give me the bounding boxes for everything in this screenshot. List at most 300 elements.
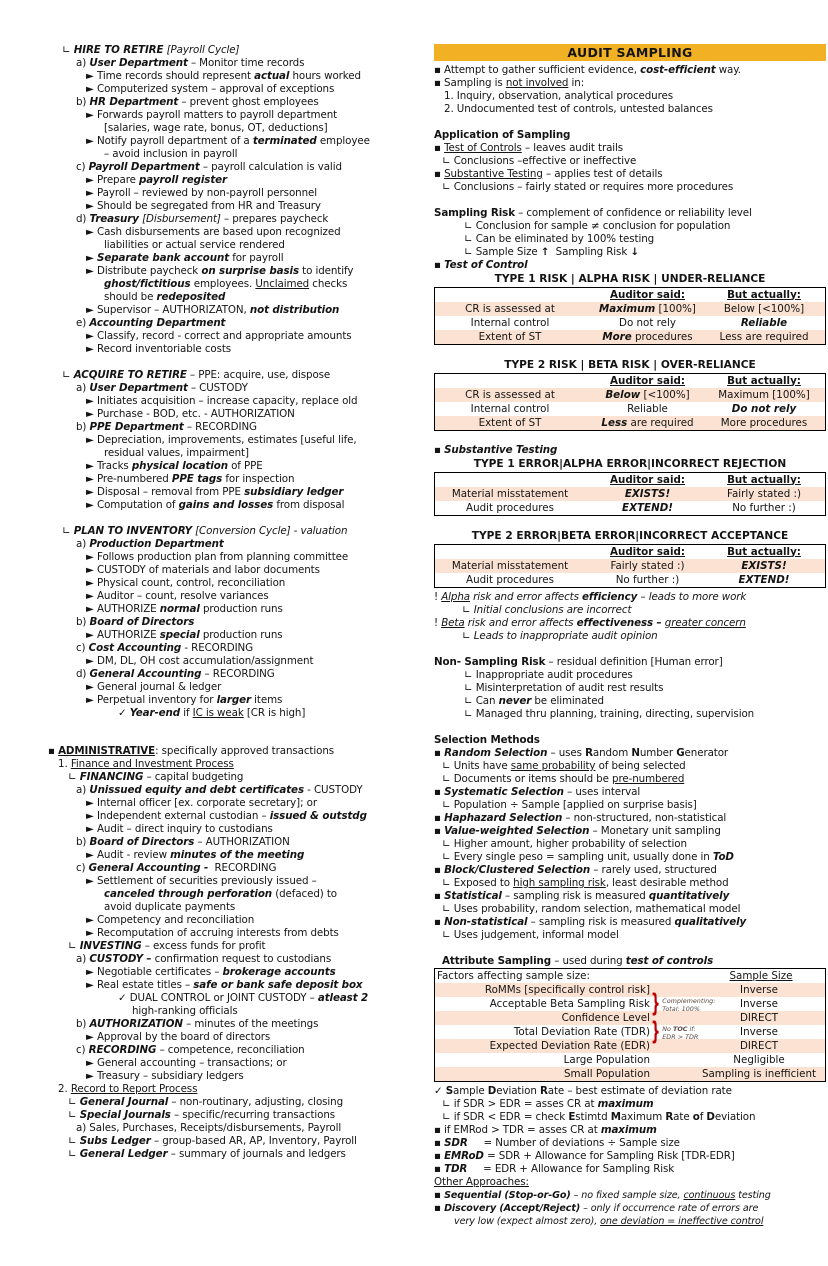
text-segment: not involved [505,77,569,89]
text-segment: Negligible [733,1053,785,1066]
text-segment: Material misstatement [451,559,569,572]
doc-line [434,1176,826,1189]
text-segment: PPE Department [89,421,184,433]
doc-line [434,103,826,116]
table-cell [435,560,585,573]
doc-line [434,747,826,760]
text-segment: ► Audit – direct inquiry to custodians [86,823,273,835]
doc-line [434,708,826,721]
text-segment: a) Sales, Purchases, Receipts/disbursements, Payroll [76,1122,342,1134]
text-segment: ► Negotiable certificates – [86,966,223,978]
text-segment: of PPE [227,460,263,472]
spacer [434,942,826,955]
text-segment: - RECORDING [181,642,253,654]
text-segment: Special Journals [79,1109,171,1121]
text-segment: Treasury [89,213,139,225]
text-segment: – rarely used, structured [590,864,717,876]
doc-line [48,70,422,83]
text-segment: (defaced) to [272,888,337,900]
text-segment: a) [76,57,90,69]
text-segment: RECORDING [208,862,277,874]
doc-line [48,603,422,616]
text-segment: INVESTING [79,940,142,952]
table-cell [435,417,585,430]
text-segment: ∟ [68,1109,80,1121]
table-row [435,983,825,997]
text-segment: ▪ [434,168,445,180]
doc-line [48,642,422,655]
doc-line [48,966,422,979]
doc-line [434,773,826,786]
text-segment: Random Selection [444,747,548,759]
text-segment: payroll register [139,174,228,186]
doc-line [434,591,826,604]
doc-line [48,888,422,901]
text-segment: o [692,1111,700,1123]
text-segment: Small Population [564,1067,650,1080]
table-row [435,559,825,573]
table-cell [585,417,710,430]
text-segment: gains and losses [178,499,274,511]
text-segment: – Monitor time records [187,57,305,69]
text-segment: Sampling is inefficient [701,1067,817,1080]
doc-line [434,129,826,142]
text-segment: – applies test of details [542,168,663,180]
text-segment: Year-end [129,707,181,719]
table-cell [585,560,710,573]
doc-line [434,929,826,942]
doc-line [48,1096,422,1109]
text-segment: b) [76,421,90,433]
text-segment: qualitatively [674,916,747,928]
text-segment: Test of Control [444,259,528,271]
text-segment: ∟ Exposed to [442,877,514,889]
doc-line [48,745,422,758]
doc-line [434,1189,826,1202]
text-segment: Payroll Department [88,161,200,173]
text-segment: 1. [58,758,71,770]
table-cell [435,331,585,344]
text-segment: Fairly stated :) [610,559,685,572]
doc-line [48,668,422,681]
text-segment: Test of Controls [444,142,522,154]
text-segment: Separate bank account [97,252,230,264]
text-segment: Total Deviation Rate (TDR) [513,1025,650,1038]
text-segment: terminated [252,135,317,147]
text-segment: ► Internal officer [ex. corporate secretary]; or [86,797,317,809]
doc-line [434,916,826,929]
text-segment: ToD [712,851,734,863]
text-segment: ∟ if SDR > EDR = asses CR at [442,1098,598,1110]
text-segment: risk and error affects [469,591,583,603]
text-segment: ► Classify, record - correct and appropriate amounts [86,330,352,342]
doc-line [48,57,422,70]
doc-line [48,590,422,603]
text-segment: Non- Sampling Risk [434,656,546,668]
text-segment: Value-weighted Selection [444,825,590,837]
table-cell [710,574,818,587]
text-segment: Inverse [740,983,778,996]
text-segment: employees. [190,278,256,290]
text-segment: eviation [714,1111,756,1123]
text-segment: andom [592,747,632,759]
text-segment: CR is assessed at [465,388,555,401]
doc-line [434,903,826,916]
spacer [48,720,422,745]
doc-line [48,953,422,966]
text-segment: D [706,1111,715,1123]
text-segment: a) [76,382,90,394]
text-segment: ∟ Units have [442,760,511,772]
text-segment: EMRoD [444,1150,484,1162]
text-segment: Sample Size [729,969,793,982]
text-segment: ► AUTHORIZE [86,629,160,641]
text-segment: ✓ [434,1085,446,1097]
text-segment: ∟ [68,1096,80,1108]
text-segment: ∟ [68,1148,80,1160]
text-segment: efficiency [582,591,638,603]
table-cell [710,389,818,402]
text-segment: But actually: [727,288,801,301]
text-segment: production runs [199,629,283,641]
doc-line [434,734,826,747]
text-segment: ▪ [434,259,445,271]
text-segment: ▪ [434,747,445,759]
text-segment: Large Population [563,1053,650,1066]
brace-icon: } [651,1018,661,1047]
text-segment: ▪ Attempt to gather sufficient evidence, [434,64,641,76]
text-segment: high sampling risk [513,877,606,889]
text-segment: actual [254,70,290,82]
text-segment: ∟ Leads to inappropriate audit opinion [462,630,658,642]
table-cell [585,375,710,388]
text-segment: ∟ Misinterpretation of audit rest results [464,682,664,694]
text-segment: a) [76,953,90,965]
text-segment: Inverse [740,997,778,1010]
table-title: TYPE 1 ERROR|ALPHA ERROR|INCORRECT REJECTION [473,458,787,470]
doc-line [48,862,422,875]
text-segment: Do not rely [731,402,797,415]
text-segment: ► Payroll – reviewed by non-payroll personnel [86,187,317,199]
doc-line [48,849,422,862]
doc-line [48,122,422,135]
text-segment: , least desirable method [605,877,729,889]
doc-line [48,629,422,642]
text-segment: for payroll [229,252,284,264]
doc-line [434,1137,826,1150]
text-segment: test of controls [625,955,714,967]
text-segment: – CUSTODY [187,382,248,394]
value-cell [700,1012,818,1025]
text-segment: Total: 100% [662,1004,700,1013]
text-segment: way. [715,64,741,76]
factor-cell [435,1040,650,1053]
text-segment: EDR > TDR [662,1032,699,1041]
text-segment: – Monetary unit sampling [589,825,721,837]
text-segment: 1. Inquiry, observation, analytical procedures [444,90,674,102]
text-segment: User Department [89,57,188,69]
table-row [435,1067,825,1081]
text-segment: ▪ [434,1137,445,1149]
doc-line [434,851,826,864]
doc-line [48,1109,422,1122]
doc-line [48,875,422,888]
text-segment: Systematic Selection [444,786,564,798]
doc-line [48,148,422,161]
text-segment: S [445,1085,454,1097]
text-segment: ∟ if SDR < EDR = check [442,1111,569,1123]
table-row [435,1039,825,1053]
text-segment: atleast 2 [317,992,369,1004]
text-segment: Extent of ST [478,416,542,429]
text-segment: ▪ [434,825,445,837]
doc-line [434,1215,826,1228]
text-segment: very low (expect almost zero), [454,1216,601,1227]
text-segment: ∟ Conclusion for sample ≠ conclusion for population [464,220,731,232]
doc-line [434,760,826,773]
text-segment: ✓ DUAL CONTROL or JOINT CUSTODY – [118,992,318,1004]
text-segment: Fairly stated :) [727,487,801,500]
doc-line [48,369,422,382]
text-segment: ▪ Sampling is [434,77,506,89]
text-segment: – excess funds for profit [141,940,266,952]
doc-line [48,382,422,395]
doc-line [48,758,422,771]
text-segment: checks [309,278,348,290]
doc-line [48,564,422,577]
text-segment: General Ledger [79,1148,168,1160]
doc-line [434,786,826,799]
table-row [435,1025,825,1039]
text-segment: ► Supervisor – AUTHORIZATON, [86,304,250,316]
table-row [435,573,825,587]
table-row [435,545,825,559]
text-segment: c) [76,862,89,874]
table-cell [710,560,818,573]
spacer [434,194,826,207]
text-segment: ↓ [630,246,639,258]
doc-line [48,538,422,551]
text-segment: c) [76,642,89,654]
text-segment: ► Forwards payroll matters to payroll department [86,109,338,121]
value-cell [702,970,820,983]
text-segment: ▪ [434,786,445,798]
text-segment: ∟ Sample Size [464,246,541,258]
text-segment: physical location [131,460,228,472]
table-cell [585,502,710,515]
doc-line [48,161,422,174]
text-segment: ✓ [118,707,130,719]
doc-line [434,955,826,968]
text-segment: ∟ [62,44,74,56]
doc-line [48,291,422,304]
doc-line [434,1202,826,1215]
text-segment: ACQUIRE TO RETIRE [73,369,187,381]
text-segment: ADMINISTRATIVE [58,745,156,757]
text-segment: Maximum [100%] [718,388,810,401]
doc-line [48,681,422,694]
doc-line [434,617,826,630]
text-segment: Sequential (Stop-or-Go) [444,1190,571,1201]
text-segment: [Payroll Cycle] [166,44,240,56]
text-segment: ! [434,591,442,603]
doc-line [434,64,826,77]
doc-line [434,1085,826,1098]
text-segment: ► Competency and reconciliation [86,914,255,926]
table-cell [710,403,818,416]
text-segment: Internal control [470,316,550,329]
text-segment: testing [735,1190,771,1201]
text-segment: stimtd [575,1111,611,1123]
doc-line [48,1135,422,1148]
doc-line [48,187,422,200]
doc-line [434,656,826,669]
table-cell [435,574,585,587]
text-segment: Complementing: [662,997,716,1005]
text-segment: ► Real estate titles – [86,979,194,991]
doc-line [434,246,826,259]
text-segment: ► Initiates acquisition – increase capacity, replace old [86,395,358,407]
spacer [434,348,826,358]
text-segment: ► General accounting – transactions; or [86,1057,287,1069]
table-cell [710,303,818,316]
text-segment: ▪ [434,1163,445,1175]
text-segment: [Conversion Cycle] - valuation [195,525,348,537]
text-segment: EXISTS! [624,487,671,500]
risk-table [434,472,826,516]
doc-line [48,460,422,473]
text-segment: Acceptable Beta Sampling Risk [489,997,650,1010]
text-segment: to identify [298,265,354,277]
text-segment: ▪ [434,1202,445,1214]
text-segment: [<100%] [640,388,690,401]
text-segment: cost-efficient [640,64,716,76]
text-segment: procedures [631,330,693,343]
doc-line [434,864,826,877]
text-segment: Haphazard Selection [444,812,563,824]
text-segment: ∟ [62,525,74,537]
text-segment: ate [673,1111,693,1123]
risk-table [434,373,826,431]
doc-line [48,1044,422,1057]
text-segment: – sampling risk is measured [501,890,649,902]
table-cell [710,488,818,501]
table-cell [585,389,710,402]
text-segment: – group-based AR, AP, Inventory, Payroll [150,1135,357,1147]
table-row [435,969,825,983]
table-row [435,1053,825,1067]
doc-line [48,304,422,317]
factor-cell [435,1012,650,1025]
text-segment: hours worked [289,70,361,82]
text-segment: Reliable [740,316,788,329]
text-segment: Selection Methods [434,734,540,746]
spacer [48,356,422,369]
doc-line [48,278,422,291]
text-segment: maximum [597,1098,654,1110]
doc-line [48,330,422,343]
text-segment: ► AUTHORIZE [86,603,160,615]
text-segment: = EDR + Allowance for Sampling Risk [467,1163,675,1175]
text-segment: – minutes of the meetings [182,1018,319,1030]
text-segment: Alpha [441,591,470,603]
text-segment: ► CUSTODY of materials and labor documents [86,564,320,576]
text-segment: Expected Deviation Rate (EDR) [489,1039,650,1052]
text-segment: ► [86,252,97,264]
text-segment: ► Approval by the board of directors [86,1031,271,1043]
notes-document [48,44,826,1228]
text-segment: ∟ Initial conclusions are incorrect [462,604,632,616]
text-segment: E [568,1111,576,1123]
text-segment: Material misstatement [451,487,569,500]
text-segment: M [610,1111,621,1123]
text-segment: ▪ [48,745,59,757]
text-segment: one deviation = ineffective control [600,1216,764,1227]
text-segment: ► Independent external custodian – [86,810,270,822]
text-segment: b) [76,1018,90,1030]
risk-table [434,544,826,588]
text-segment: ! [434,617,442,629]
doc-line [48,797,422,810]
text-segment: Below [<100%] [723,302,805,315]
text-segment: Non-statistical [444,916,528,928]
text-segment: Unclaimed [255,278,310,290]
text-segment: Sampling Risk [549,246,631,258]
table-row [435,374,825,388]
text-segment: R [585,747,593,759]
text-segment: – uses [547,747,586,759]
text-segment: Substantive Testing [444,444,558,456]
text-segment: canceled through perforation [104,888,273,900]
text-segment: – competence, reconciliation [156,1044,305,1056]
doc-line [48,1148,422,1161]
text-segment: ► Notify payroll department of a [86,135,253,147]
text-segment: effectiveness – [576,617,662,629]
spacer [434,434,826,444]
text-segment: Statistical [444,890,502,902]
text-segment: – complement of confidence or reliability level [514,207,752,219]
spacer [48,512,422,525]
text-segment: [salaries, wage rate, bonus, OT, deductions] [104,122,328,134]
doc-line [48,1057,422,1070]
value-cell [700,998,818,1011]
text-segment: ► Cash disbursements are based upon recognized [86,226,341,238]
text-segment: RoMMs [specifically control risk] [484,983,650,996]
text-segment: ► Distribute paycheck [86,265,202,277]
text-segment: ► Prepare [86,174,140,186]
doc-line [434,181,826,194]
text-segment: ► Computerized system – approval of exceptions [86,83,335,95]
table-cell [435,389,585,402]
text-segment: redeposited [156,291,226,303]
text-segment: ► Physical count, control, reconciliation [86,577,286,589]
factor-cell [435,1026,650,1039]
text-segment: HIRE TO RETIRE [73,44,164,56]
text-segment: General Journal [79,1096,169,1108]
table-cell [435,488,585,501]
doc-line [48,992,422,1005]
text-segment: ▪ [434,1189,445,1201]
text-segment: ► Should be segregated from HR and Treasury [86,200,321,212]
value-cell [700,984,818,997]
text-segment: Maximum [599,302,656,315]
brace-annotation [651,990,716,1019]
doc-line [48,96,422,109]
factor-cell [435,984,650,997]
annotation-line [662,1006,715,1014]
doc-line [434,444,826,457]
doc-line [48,1122,422,1135]
